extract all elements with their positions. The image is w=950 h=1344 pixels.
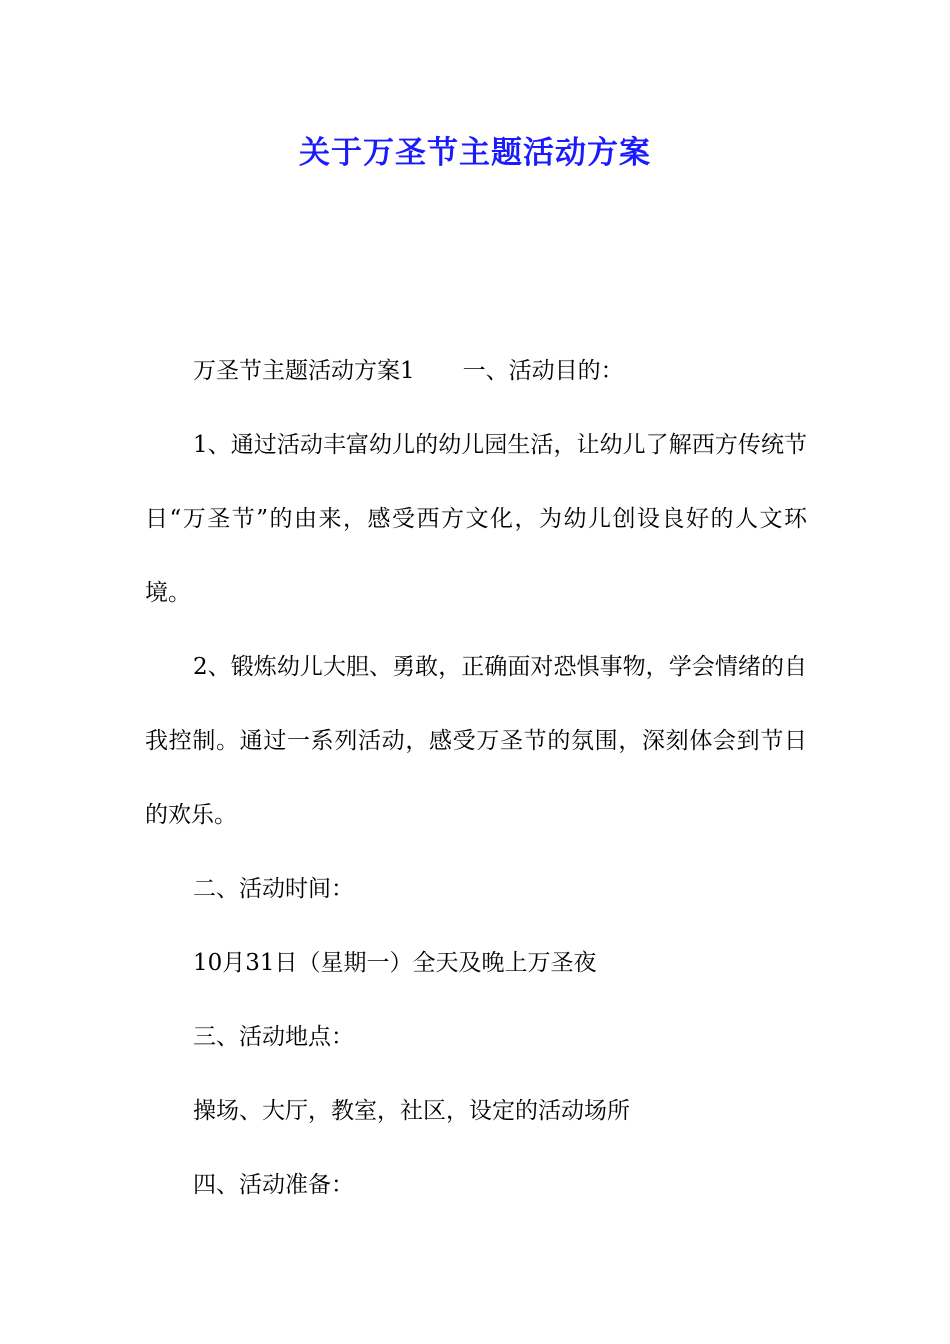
- paragraph-2: 1、通过活动丰富幼儿的幼儿园生活，让幼儿了解西方传统节日“万圣节”的由来，感受西方文化，为幼儿创设良好的人文环境。: [145, 432, 807, 606]
- paragraph-3: 2、锻炼幼儿大胆、勇敢，正确面对恐惧事物，学会情绪的自我控制。通过一系列活动，感受万圣节的氛围，深刻体会到节日的欢乐。: [145, 654, 807, 828]
- paragraph-1: [145, 334, 807, 408]
- paragraph-7: 操场、大厅，教室，社区，设定的活动场所: [193, 1098, 630, 1124]
- paragraph-6: 三、活动地点：: [193, 1024, 354, 1050]
- paragraph-8: 四、活动准备：: [193, 1172, 354, 1198]
- paragraph-5: 10月31日（星期一）全天及晚上万圣夜: [193, 950, 597, 976]
- paragraph-4: 二、活动时间：: [193, 876, 354, 902]
- document-title: 关于万圣节主题活动方案: [299, 135, 651, 171]
- document-body: [145, 334, 807, 1222]
- section-heading: 万圣节主题活动方案1: [193, 358, 415, 384]
- paragraph-text: 一、活动目的：: [462, 358, 624, 384]
